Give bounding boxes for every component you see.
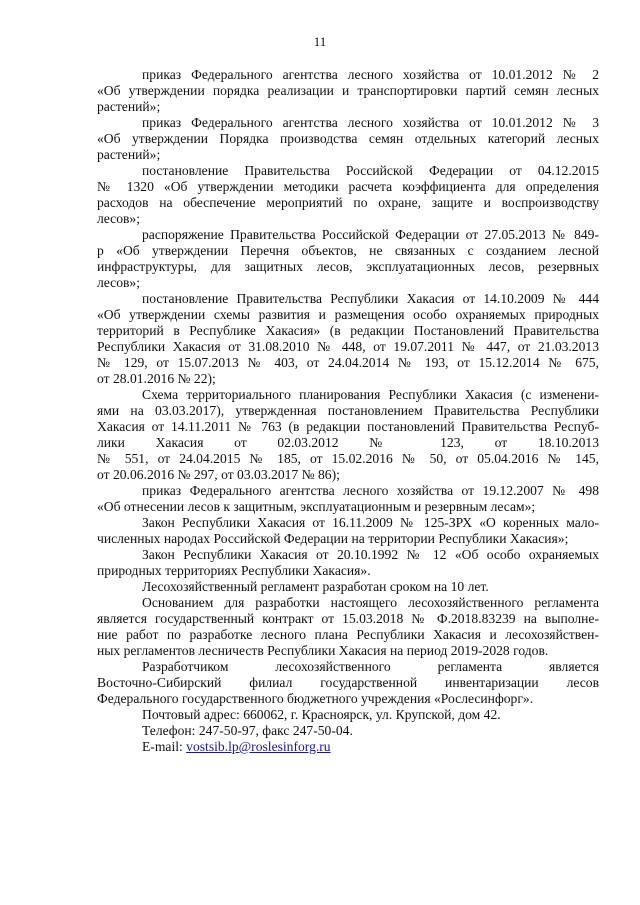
- text-line: Лесохозяйственный регламент разработан сроком на 10 лет.: [142, 579, 489, 594]
- text-line: распоряжение Правительства Российской Федерации от 27.05.2013 № 849-: [142, 227, 599, 242]
- text-line: Телефон: 247-50-97, факс 247-50-04.: [142, 723, 353, 738]
- text-line: является государственный контракт от 15.03.2018 № Ф.2018.83239 на выполне-: [97, 611, 599, 626]
- text-line: растений»;: [97, 147, 161, 162]
- text-line: постановление Правительства Республики Хакасия от 14.10.2009 № 444: [142, 291, 599, 306]
- text-line: лики Хакасия от 02.03.2012 № 123, от 18.10.2013: [97, 435, 599, 450]
- page-number: 11: [313, 34, 327, 49]
- document-body: [97, 67, 599, 755]
- text-line: инфраструктуры, для защитных лесов, эксплуатационных лесов, резервных: [97, 259, 599, 274]
- text-line: Федерального государственного бюджетного учреждения «Рослесинфорг».: [97, 691, 534, 706]
- text-line: ных регламентов лесничеств Республики Хакасия на период 2019-2028 годов.: [97, 643, 549, 658]
- text-line: расходов на обеспечение мероприятий по охране, защите и воспроизводству: [97, 195, 599, 210]
- email-link[interactable]: vostsib.lp@roslesinforg.ru: [186, 739, 331, 754]
- text-line: приказ Федерального агентства лесного хозяйства от 10.01.2012 № 2: [142, 67, 599, 82]
- text-line: Хакасия от 14.11.2011 № 763 (в редакции постановлений Правительства Респуб-: [97, 419, 599, 434]
- text-line: Закон Республики Хакасия от 16.11.2009 № 125-ЗРХ «О коренных мало-: [142, 515, 599, 530]
- text-line: лесов»;: [97, 275, 140, 290]
- text-line: Восточно-Сибирский филиал государственной инвентаризации лесов: [97, 675, 599, 690]
- email-line: [97, 739, 599, 755]
- text-line: численных народах Российской Федерации на территории Республики Хакасия»;: [97, 531, 569, 546]
- text-line: № 551, от 24.04.2015 № 185, от 15.02.2016 № 50, от 05.04.2016 № 145,: [97, 451, 599, 466]
- text-line: «Об утверждении Порядка производства семян отдельных категорий лесных: [97, 131, 599, 146]
- text-line: приказ Федерального агентства лесного хозяйства от 10.01.2012 № 3: [142, 115, 599, 130]
- text-line: Разработчиком лесохозяйственного регламента является: [142, 659, 599, 674]
- text-line: лесов»;: [97, 211, 140, 226]
- text-line: ями на 03.03.2017), утвержденная постановлением Правительства Республики: [97, 403, 599, 418]
- text-line: от 28.01.2016 № 22);: [97, 371, 216, 386]
- text-line: от 20.06.2016 № 297, от 03.03.2017 № 86);: [97, 467, 340, 482]
- text-line: «Об отнесении лесов к защитным, эксплуатационным и резервным лесам»;: [97, 499, 536, 514]
- text-line: растений»;: [97, 99, 161, 114]
- text-line: «Об утверждении схемы развития и размещения особо охраняемых природных: [97, 307, 599, 322]
- text-line: приказ Федерального агентства лесного хозяйства от 19.12.2007 № 498: [142, 483, 599, 498]
- text-line: Республики Хакасия от 31.08.2010 № 448, от 19.07.2011 № 447, от 21.03.2013: [97, 339, 599, 354]
- text-line: постановление Правительства Российской Федерации от 04.12.2015: [142, 163, 599, 178]
- text-line: природных территориях Республики Хакасия».: [97, 563, 371, 578]
- text-line: «Об утверждении порядка реализации и транспортировки партий семян лесных: [97, 83, 599, 98]
- text-line: № 1320 «Об утверждении методики расчета коэффициента для определения: [97, 179, 599, 194]
- text-line: ние работ по разработке лесного плана Республики Хакасия и лесохозяйствен-: [97, 627, 599, 642]
- text-line: р «Об утверждении Перечня объектов, не связанных с созданием лесной: [97, 243, 599, 258]
- text-line: Закон Республики Хакасия от 20.10.1992 № 12 «Об особо охраняемых: [142, 547, 599, 562]
- text-line: № 129, от 15.07.2013 № 403, от 24.04.2014 № 193, от 15.12.2014 № 675,: [97, 355, 599, 370]
- text-line: Почтовый адрес: 660062, г. Красноярск, ул. Крупской, дом 42.: [142, 707, 501, 722]
- email-label: E-mail:: [142, 739, 187, 754]
- text-line: территорий в Республике Хакасия» (в редакции Постановлений Правительства: [97, 323, 599, 338]
- text-line: Схема территориального планирования Республики Хакасия (с изменени-: [142, 387, 599, 402]
- text-line: Основанием для разработки настоящего лесохозяйственного регламента: [142, 595, 599, 610]
